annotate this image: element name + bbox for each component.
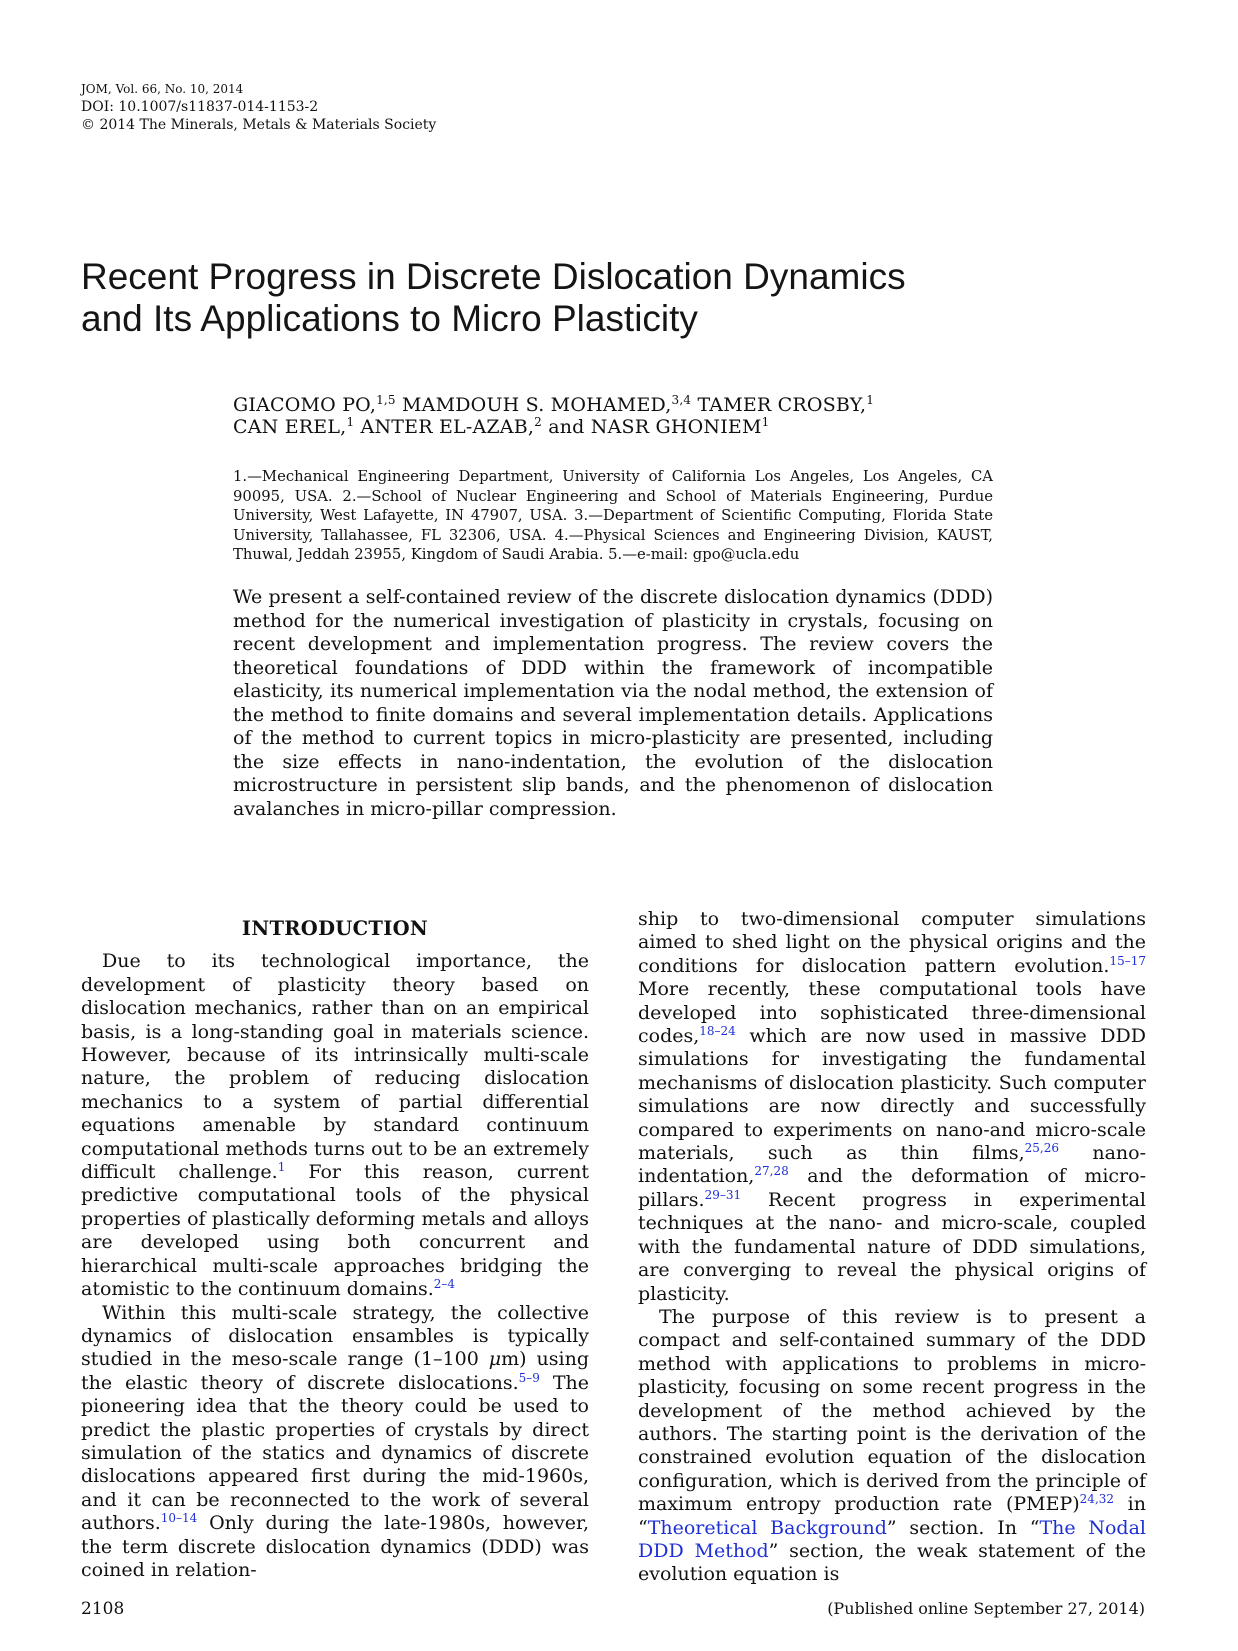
intro-p3-text-4: nano-indentation, [638, 1142, 1147, 1188]
citation-15-17[interactable]: 15–17 [1109, 953, 1146, 968]
intro-p2-text-1b: m) using the elastic theory of discrete dislocations. [81, 1348, 589, 1394]
mu-symbol: μ [488, 1348, 502, 1371]
author-el-azab-affil: 2 [534, 414, 542, 429]
citation-10-14[interactable]: 10–14 [160, 1510, 198, 1525]
author-erel: CAN EREL, [233, 416, 347, 438]
page-number: 2108 [81, 1599, 125, 1619]
author-mohamed-affil: 3,4 [671, 392, 692, 407]
intro-p3-text-6: Recent progress in experimental techniques at the nano- and micro-scale, coupled with the fundamental nature of DDD simulations, are converging to reveal the physical origins of plasticity. [638, 1188, 1146, 1305]
intro-p3-text-1: ship to two-dimensional computer simulations aimed to shed light on the physical origins and the conditions for dislocation pattern evolution. [638, 908, 1146, 977]
intro-p4-text-1: The purpose of this review is to present a compact and self-contained summary of the DDD method with applications to problems in micro-plasticity, focusing on some recent progress in the development of the method achieved by the authors. The starting point is the derivation of the constrained evolution equation of the dislocation configuration, which is derived from the principle of maximum entropy production rate (PMEP) [638, 1305, 1146, 1516]
intro-p2-text-3: Only during the late-1980s, however, the term discrete dislocation dynamics (DDD) was coined in relation- [81, 1512, 589, 1581]
intro-p3-text-3: which are now used in massive DDD simulations for investigating the fundamental mechanisms of dislocation plasticity. Such computer simulations are now directly and successfully compared to experiments on nano-and micro-scale materials, such as thin films, [638, 1025, 1146, 1165]
author-list [233, 394, 993, 438]
author-erel-affil: 1 [346, 414, 355, 429]
citation-29-31[interactable]: 29–31 [704, 1187, 742, 1202]
citation-25-26[interactable]: 25,26 [1024, 1140, 1059, 1155]
author-mohamed: MAMDOUH S. MOHAMED, [395, 394, 672, 416]
intro-p4-text-4: ” section, the weak statement of the evolution equation is [638, 1539, 1146, 1586]
intro-p2-text-2: The pioneering idea that the theory could be used to predict the plastic properties of crystals by direct simulation of the statics and dynamics of discrete dislocations appeared first during the mid-1960s, and it can be reconnected to the work of several authors. [81, 1371, 589, 1535]
affiliations: 1.—Mechanical Engineering Department, University of California Los Angeles, Los Angeles, CA 90095, USA. 2.—School of Nuclear Engineering and School of Materials Engineering, Purdue University, West Lafayette, IN 47907, USA. 3.—Department of Scientific Computing, Florida State University, Tallahassee, FL 32306, USA. 4.—Physical Sciences and Engineering Division, KAUST, Thuwal, Jeddah 23955, Kingdom of Saudi Arabia. 5.—e-mail: gpo@ucla.edu [233, 468, 993, 563]
intro-paragraph-2 [81, 1302, 589, 1583]
section-heading-introduction: INTRODUCTION [241, 917, 429, 940]
author-ghoniem-affil: 1 [761, 414, 770, 429]
title-line-1: Recent Progress in Discrete Dislocation Dynamics [81, 256, 906, 297]
intro-paragraph-3 [638, 908, 1146, 1306]
section-link-nodal-ddd-method[interactable]: The Nodal DDD Method [638, 1516, 1146, 1562]
author-crosby-affil: 1 [866, 392, 875, 407]
citation-24-32[interactable]: 24,32 [1079, 1491, 1115, 1506]
title-line-2: and Its Applications to Micro Plasticity [81, 298, 698, 339]
journal-citation: JOM, Vol. 66, No. 10, 2014 [81, 82, 244, 96]
intro-paragraph-4 [638, 1306, 1146, 1587]
author-el-azab: ANTER EL-AZAB, [354, 416, 535, 438]
intro-p3-text-5: and the deformation of micro-pillars. [638, 1165, 1146, 1211]
publication-date: (Published online September 27, 2014) [827, 1599, 1145, 1618]
section-link-theoretical-background[interactable]: Theoretical Background [647, 1516, 887, 1539]
doi[interactable]: DOI: 10.1007/s11837-014-1153-2 [81, 99, 319, 115]
author-po-affil: 1,5 [376, 392, 396, 407]
intro-p1-text-1: Due to its technological importance, the development of plasticity theory based on dislocation mechanics, rather than on an empirical basis, is a long-standing goal in materials science. However, because of its intrinsically multi-scale nature, the problem of reducing dislocation mechanics to a system of partial differential equations amenable by standard continuum computational methods turns out to be an extremely difficult challenge. [81, 950, 589, 1184]
abstract: We present a self-contained review of the discrete dislocation dynamics (DDD) method for the numerical investigation of plasticity in crystals, focusing on recent development and implementation progress. The review covers the theoretical foundations of DDD within the framework of incompatible elasticity, its numerical implementation via the nodal method, the extension of the method to finite domains and several implementation details. Applications of the method to current topics in micro-plasticity are presented, including the size effects in nano-indentation, the evolution of the dislocation microstructure in persistent slip bands, and the phenomenon of dislocation avalanches in micro-pillar compression. [233, 586, 993, 820]
paper-title [81, 256, 1081, 340]
journal-info [81, 80, 436, 134]
column-left [81, 908, 589, 1582]
intro-p4-text-2: in “ [638, 1493, 1146, 1539]
author-po: GIACOMO PO, [233, 394, 377, 416]
copyright: © 2014 The Minerals, Metals & Materials Society [81, 117, 437, 133]
citation-27-28[interactable]: 27,28 [754, 1164, 789, 1179]
intro-p1-text-2: For this reason, current predictive computational tools of the physical properties of plastically deforming metals and alloys are developed using both concurrent and hierarchical multi-scale approaches bridging the atomistic to the continuum domains. [81, 1161, 589, 1301]
citation-2-4[interactable]: 2–4 [433, 1276, 456, 1291]
intro-p3-text-2: More recently, these computational tools have developed into sophisticated three-dimensional codes, [638, 978, 1146, 1048]
intro-p4-text-3: ” section. In “ [886, 1516, 1040, 1539]
citation-1[interactable]: 1 [277, 1159, 286, 1174]
citation-18-24[interactable]: 18–24 [699, 1023, 736, 1038]
author-ghoniem: and NASR GHONIEM [541, 416, 762, 438]
intro-p2-text-1: Within this multi-scale strategy, the collective dynamics of dislocation ensambles is typically studied in the meso-scale range (1–100 [81, 1301, 589, 1371]
author-crosby: TAMER CROSBY, [691, 394, 867, 416]
citation-5-9[interactable]: 5–9 [518, 1370, 540, 1385]
intro-paragraph-1 [81, 950, 589, 1301]
column-right [638, 908, 1146, 1587]
